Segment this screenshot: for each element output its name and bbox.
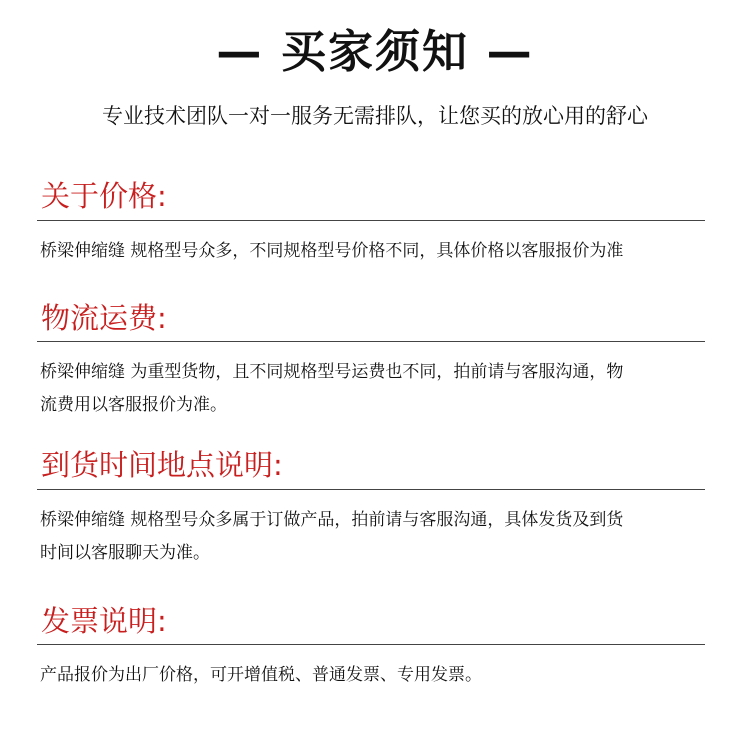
section-divider — [37, 220, 705, 221]
section-body-delivery: 桥梁伸缩缝 规格型号众多属于订做产品，拍前请与客服沟通，具体发货及到货 时间以客服聊天为准。 — [40, 510, 624, 563]
page-subtitle: 专业技术团队一对一服务无需排队，让您买的放心用的舒心 — [102, 104, 648, 128]
section-invoice — [37, 601, 705, 692]
section-heading-delivery: 到货时间地点说明: — [41, 448, 283, 482]
section-delivery — [37, 445, 705, 570]
section-body-invoice: 产品报价为出厂价格，可开增值税、普通发票、专用发票。 — [40, 665, 482, 685]
section-divider — [37, 644, 705, 645]
page-title: — 买家须知 — — [216, 25, 534, 78]
section-body-price: 桥梁伸缩缝 规格型号众多，不同规格型号价格不同，具体价格以客服报价为准 — [40, 241, 624, 261]
section-heading-logistics: 物流运费: — [41, 301, 167, 335]
section-heading-price: 关于价格: — [41, 179, 167, 213]
section-heading-invoice: 发票说明: — [41, 604, 167, 638]
section-price — [37, 176, 705, 268]
section-body-logistics: 桥梁伸缩缝 为重型货物，且不同规格型号运费也不同，拍前请与客服沟通，物 流费用以客服报价为准。 — [40, 362, 624, 415]
section-divider — [37, 341, 705, 342]
section-logistics — [37, 298, 705, 422]
section-divider — [37, 489, 705, 490]
